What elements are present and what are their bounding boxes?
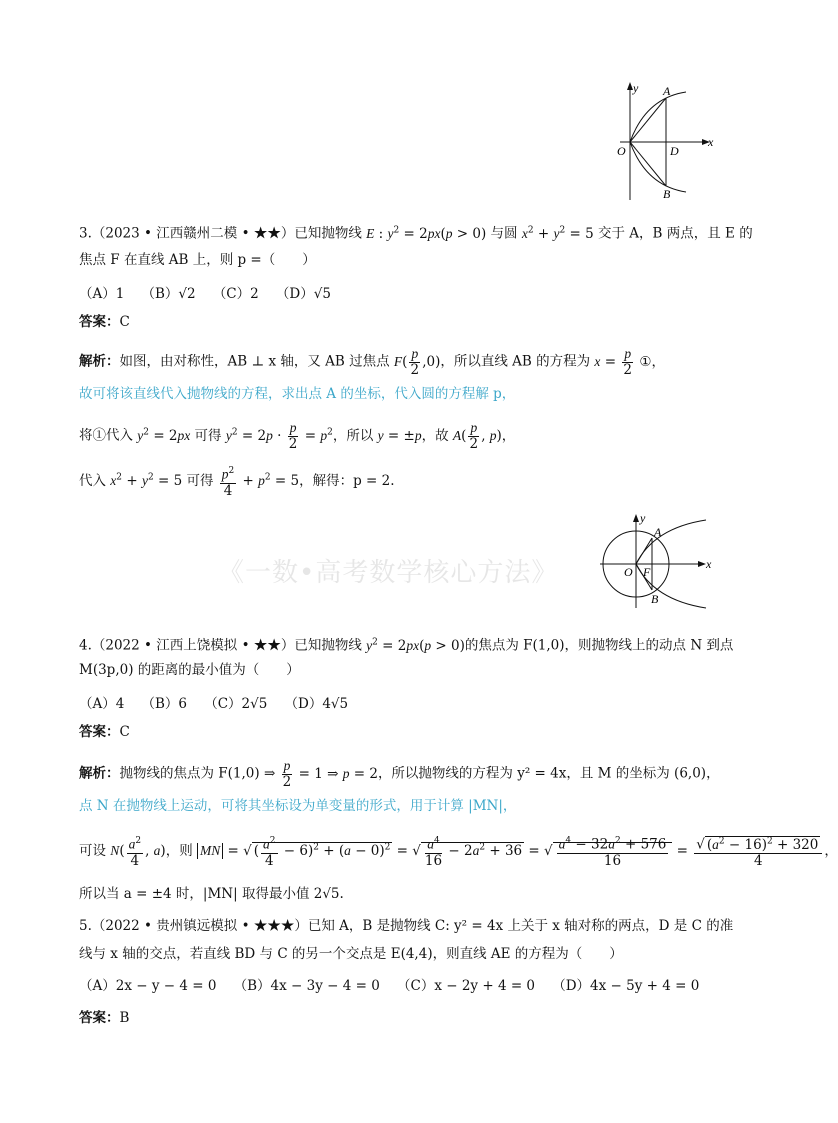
- q4-answer-value: C: [119, 724, 130, 740]
- q3-option-c: （C）2: [212, 286, 259, 302]
- q4-hint: 点 N 在抛物线上运动，可将其坐标设为单变量的形式，用于计算 |MN|，: [79, 798, 517, 814]
- q3-hint: 故可将该直线代入抛物线的方程，求出点 A 的坐标，代入圆的方程解 p，: [79, 386, 516, 402]
- q4-options: [79, 694, 348, 714]
- q3-options: [79, 284, 331, 304]
- q3-analysis-label: 解析：: [79, 353, 120, 370]
- q4-line1-tail: 的焦点为 F(1,0)，则抛物线上的动点 N 到点: [464, 637, 734, 654]
- fig1-label-d: D: [670, 144, 679, 158]
- q3-analysis1: 如图，由对称性，AB ⊥ x 轴，又 AB 过焦点: [119, 353, 390, 370]
- q3-head: 3.（2023 • 江西赣州二模 • ★★）已知抛物线: [79, 225, 362, 242]
- q4-option-a: （A）4: [79, 696, 125, 712]
- q4-analysis1: 抛物线的焦点为 F(1,0) ⇒: [119, 765, 276, 782]
- fig1-label-y: y: [633, 81, 639, 95]
- q5-stem-line1: 5.（2022 • 贵州镇远模拟 • ★★★）已知 A，B 是抛物线 C: y² = 4x 上关于 x 轴对称的两点，D 是 C 的准: [79, 918, 734, 934]
- fig2-label-f: F: [643, 565, 651, 579]
- q5-option-a: （A）2x − y − 4 = 0: [79, 978, 217, 994]
- q5-answer-value: B: [119, 1010, 130, 1026]
- q5-stem-line2: 线与 x 轴的交点，若直线 BD 与 C 的另一个交点是 E(4,4)，则直线 AE 的方程为（ ）: [79, 946, 623, 962]
- q4-stem-line2: M(3p,0) 的距离的最小值为（ ）: [79, 662, 300, 678]
- q3-analysis-line1: 解析：如图，由对称性，AB ⊥ x 轴，又 AB 过焦点 F( $\frac{p}{2}$ ,0)，所以直线 AB 的方程为 x = $\frac{p}{2}$ ①，: [79, 346, 665, 378]
- fig2-label-y: y: [640, 511, 646, 525]
- q4-option-b: （B）6: [141, 696, 188, 712]
- q5-option-c: （C）x − 2y + 4 = 0: [397, 978, 536, 994]
- q3-option-b: （B）√2: [141, 286, 196, 302]
- q3-step2-label: 代入: [79, 472, 106, 489]
- q3-option-d: （D）√5: [275, 286, 331, 302]
- fig1-label-a: A: [663, 84, 671, 98]
- q4-step1: 可设 N( $\frac{a^2}{4}$ , a)，则 MN = √ ( $\frac{a^2}{4}$ − $6)^2 + (a - 0)^2$ = √ $\frac{a^4}{16}$ − $2a^2 + 36$ = √ $\frac{a^4 - 32a^2 + 576}{16}$ = $\frac{√ (a^2 - 16)^2 + 320}{4}$ ，: [79, 836, 838, 869]
- q5-answer: [79, 1008, 129, 1028]
- q4-stem-line1: 4.（2022 • 江西上饶模拟 • ★★）已知抛物线 $y^2 = 2px(p > 0)$的焦点为 F(1,0)，则抛物线上的动点 N 到点: [79, 637, 734, 654]
- q3-answer-value: C: [119, 314, 130, 330]
- q5-option-d: （D）4x − 5y + 4 = 0: [552, 978, 700, 994]
- figure-parabola-chord: [606, 78, 726, 204]
- q4-head: 4.（2022 • 江西上饶模拟 • ★★）已知抛物线: [79, 637, 362, 654]
- q4-analysis1-tail: ，所以抛物线的方程为 y² = 4x，且 M 的坐标为 (6,0)，: [377, 765, 720, 782]
- q3-option-a: （A）1: [79, 286, 125, 302]
- q3-solve: 解得：p = 2.: [312, 472, 395, 489]
- fig2-label-x: x: [706, 557, 712, 571]
- q3-stem-line2: 焦点 F 在直线 AB 上，则 p =（ ）: [79, 252, 316, 268]
- q3-line1-tail: 交于 A，B 两点，且 E 的: [598, 225, 753, 242]
- q3-step1-label: 将①代入: [79, 427, 133, 444]
- q4-step1-label: 可设: [79, 842, 106, 859]
- fig1-label-x: x: [708, 135, 714, 149]
- q4-answer-label: 答案：: [79, 724, 120, 740]
- fig2-label-b: B: [651, 592, 659, 606]
- q3-step1: 将①代入 $y^2 = 2px$ 可得 $y^2 = 2p$ · $\frac{p}{2}$ = $p^2$，所以 y = ±p，故 A( $\frac{p}{2}$ , p)，: [79, 420, 516, 452]
- q3-answer: [79, 312, 130, 332]
- figure-circle-parabola: [596, 510, 722, 612]
- q5-option-b: （B）4x − 3y − 4 = 0: [233, 978, 380, 994]
- q4-option-d: （D）4√5: [284, 696, 349, 712]
- q3-step2: 代入 $x^2 + y^2 = 5$ 可得 $\frac{p^2}{4}$ + $p^2 = 5$，解得：p = 2.: [79, 466, 395, 499]
- q3-analysis1-tail: ，所以直线 AB 的方程为: [440, 353, 591, 370]
- q4-analysis-label: 解析：: [79, 765, 120, 782]
- q4-conclusion: 所以当 a = ±4 时，|MN| 取得最小值 2√5.: [79, 886, 344, 902]
- q4-answer: [79, 722, 130, 742]
- watermark: 《一数•高考数学核心方法》: [218, 558, 559, 588]
- fig2-label-a: A: [654, 525, 662, 539]
- q3-stem-line1: 3.（2023 • 江西赣州二模 • ★★）已知抛物线 E : $y^2 = 2px(p > 0)$ 与圆 $x^2 + y^2 = 5$ 交于 A，B 两点，且 E 的: [79, 225, 753, 242]
- fig2-label-o: O: [624, 565, 633, 579]
- q3-answer-label: 答案：: [79, 314, 120, 330]
- q4-option-c: （C）2√5: [204, 696, 268, 712]
- q5-answer-label: 答案：: [79, 1010, 120, 1026]
- fig1-label-b: B: [663, 187, 671, 201]
- fig1-label-o: O: [617, 144, 626, 158]
- q4-analysis-line1: 解析：抛物线的焦点为 F(1,0) ⇒ $\frac{p}{2}$ = 1 ⇒ p = 2，所以抛物线的方程为 y² = 4x，且 M 的坐标为 (6,0)，: [79, 758, 720, 790]
- q5-options: [79, 976, 699, 996]
